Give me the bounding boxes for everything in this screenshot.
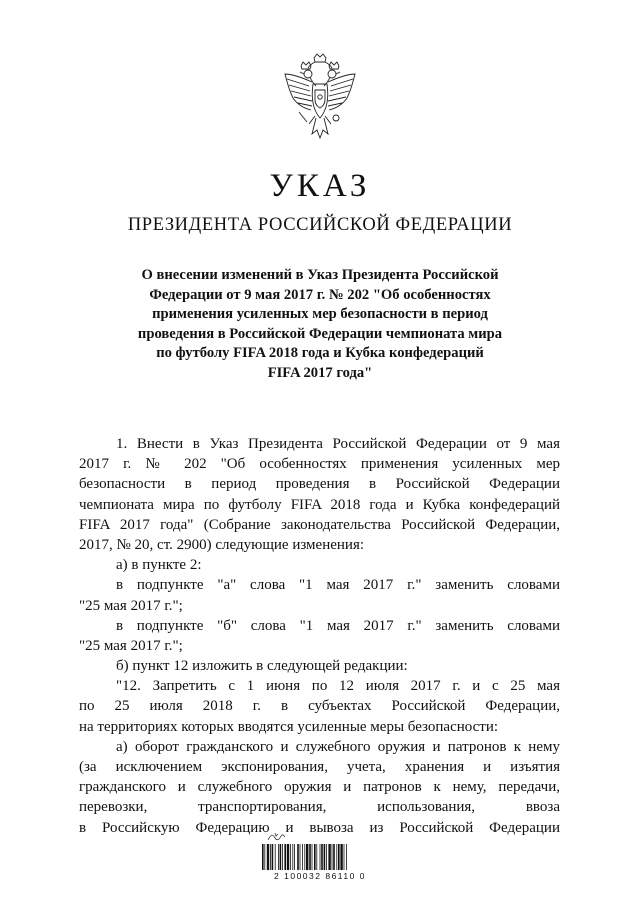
text-line: по 25 июля 2018 г. в субъектах Российской Федерации,: [79, 698, 560, 715]
decree-title: [100, 266, 540, 384]
title-line: Федерации от 9 мая 2017 г. № 202 "Об особенностях: [149, 286, 491, 303]
barcode-icon: [258, 844, 382, 870]
barcode-number: 2 100032 86110 0: [274, 871, 366, 881]
text-line: чемпионата мира по футболу FIFA 2018 года и Кубка конфедераций: [79, 496, 560, 513]
text-line: а) оборот гражданского и служебного оружия и патронов к нему: [116, 738, 560, 755]
text-line: "12. Запретить с 1 июня по 12 июля 2017 г. и с 25 мая: [116, 678, 560, 695]
text-line: 2017, № 20, ст. 2900) следующие изменения:: [79, 536, 365, 553]
text-line: 2017 г. № 202 "Об особенностях применения усиленных мер: [79, 456, 560, 473]
text-line: в Российскую Федерацию и вывоза из Российской Федерации: [79, 819, 560, 836]
barcode-block: [258, 832, 382, 882]
text-line: в подпункте "а" слова "1 мая 2017 г." заменить словами: [116, 577, 560, 594]
title-line: по футболу FIFA 2018 года и Кубка конфедераций: [156, 345, 484, 362]
text-line: "25 мая 2017 г.";: [79, 597, 183, 614]
coat-of-arms-emblem-icon: [281, 52, 359, 142]
title-line: FIFA 2017 года": [267, 364, 373, 381]
title-line: применения усиленных мер безопасности в период: [152, 306, 488, 323]
text-line: на территориях которых вводятся усиленные меры безопасности:: [79, 718, 499, 735]
text-line: FIFA 2017 года" (Собрание законодательства Российской Федерации,: [79, 516, 560, 533]
title-line: проведения в Российской Федерации чемпионата мира: [137, 325, 503, 342]
document-type-heading: УКАЗ: [269, 168, 371, 204]
text-line: безопасности в период проведения в Российской Федерации: [79, 476, 560, 493]
text-line: (за исключением экспонирования, учета, хранения и изъятия: [79, 759, 560, 775]
text-line: гражданского и служебного оружия и патронов к нему, передачи,: [79, 779, 560, 796]
text-line: 1. Внести в Указ Президента Российской Федерации от 9 мая: [116, 436, 560, 452]
issuer-heading: ПРЕЗИДЕНТА РОССИЙСКОЙ ФЕДЕРАЦИИ: [127, 215, 513, 235]
decree-body-text: [79, 434, 560, 838]
text-line: б) пункт 12 изложить в следующей редакции:: [116, 658, 408, 675]
registration-mark-icon: [266, 832, 286, 842]
text-line: в подпункте "б" слова "1 мая 2017 г." заменить словами: [116, 617, 560, 634]
text-line: перевозки, транспортирования, использования, ввоза: [79, 799, 560, 816]
text-line: а) в пункте 2:: [116, 557, 202, 574]
text-line: "25 мая 2017 г.";: [79, 637, 183, 654]
title-line: О внесении изменений в Указ Президента Российской: [141, 267, 499, 283]
